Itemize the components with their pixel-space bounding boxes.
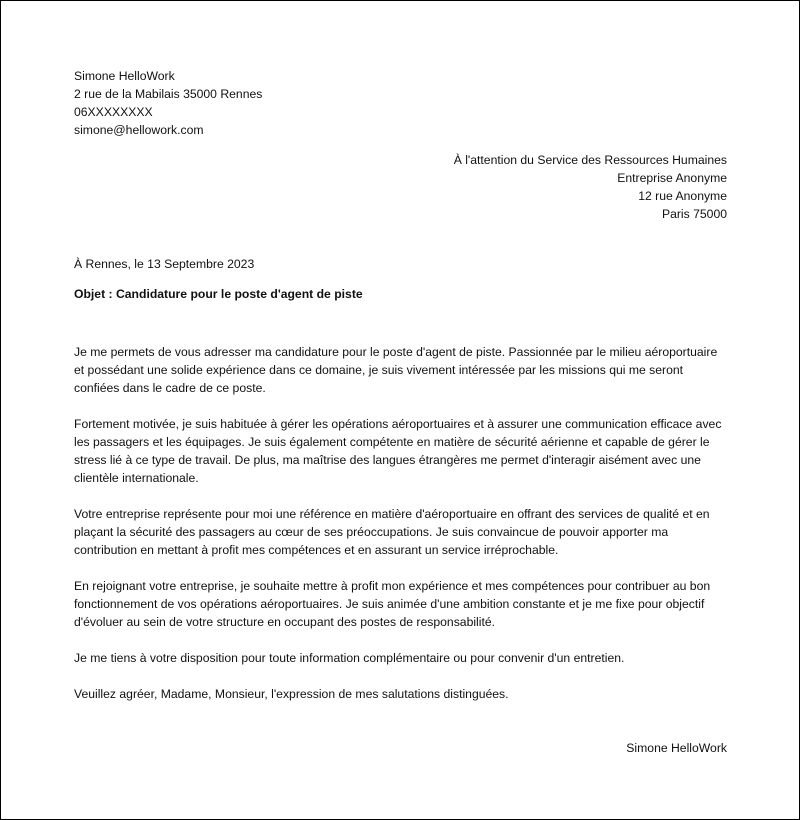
date-line: À Rennes, le 13 Septembre 2023 <box>74 257 255 271</box>
body-paragraph: Je me permets de vous adresser ma candidature pour le poste d'agent de piste. Passionnée par le milieu aéroportuaire et possédant une solide expérience dans ce domaine, je suis vivement intéressée par les missions qui me seront confiées dans le cadre de ce poste. <box>74 345 718 395</box>
recipient-attention: À l'attention du Service des Ressources Humaines <box>453 153 727 167</box>
sender-name: Simone HelloWork <box>74 69 175 83</box>
body-paragraph: En rejoignant votre entreprise, je souhaite mettre à profit mon expérience et mes compétences pour contribuer au bon fonctionnement de vos opérations aéroportuaires. Je suis animée d'une ambition constante et je me fixe pour objectif d'évoluer au sein de votre structure en occupant des postes de responsabilité. <box>74 579 711 629</box>
closing-formula: Veuillez agréer, Madame, Monsieur, l'expression de mes salutations distinguées. <box>74 687 509 701</box>
recipient-city: Paris 75000 <box>661 207 727 221</box>
sender-email: simone@hellowork.com <box>74 123 204 137</box>
body-paragraph: Votre entreprise représente pour moi une référence en matière d'aéroportuaire en offrant des services de qualité et en plaçant la sécurité des passagers au cœur de ses préoccupations. Je suis convaincue de pouvoir apporter ma contribution en mettant à profit mes compétences et en assurant un service irréprochable. <box>74 507 710 557</box>
body-paragraph: Fortement motivée, je suis habituée à gérer les opérations aéroportuaires et à assurer une communication efficace avec les passagers et les équipages. Je suis également compétente en matière de sécurité aérienne et capable de gérer le stress lié à ce type de travail. De plus, ma maîtrise des langues étrangères me permet d'interagir aisément avec une clientèle internationale. <box>74 417 722 485</box>
letter-body <box>74 343 729 721</box>
signature: Simone HelloWork <box>626 741 727 755</box>
recipient-company: Entreprise Anonyme <box>617 171 727 185</box>
sender-phone: 06XXXXXXXX <box>74 105 153 119</box>
sender-block <box>74 67 262 139</box>
body-paragraph: Je me tiens à votre disposition pour toute information complémentaire ou pour convenir d'un entretien. <box>74 651 625 665</box>
recipient-block <box>454 151 727 223</box>
subject-line: Objet : Candidature pour le poste d'agent de piste <box>74 287 363 301</box>
sender-address: 2 rue de la Mabilais 35000 Rennes <box>74 87 263 101</box>
recipient-street: 12 rue Anonyme <box>638 189 727 203</box>
